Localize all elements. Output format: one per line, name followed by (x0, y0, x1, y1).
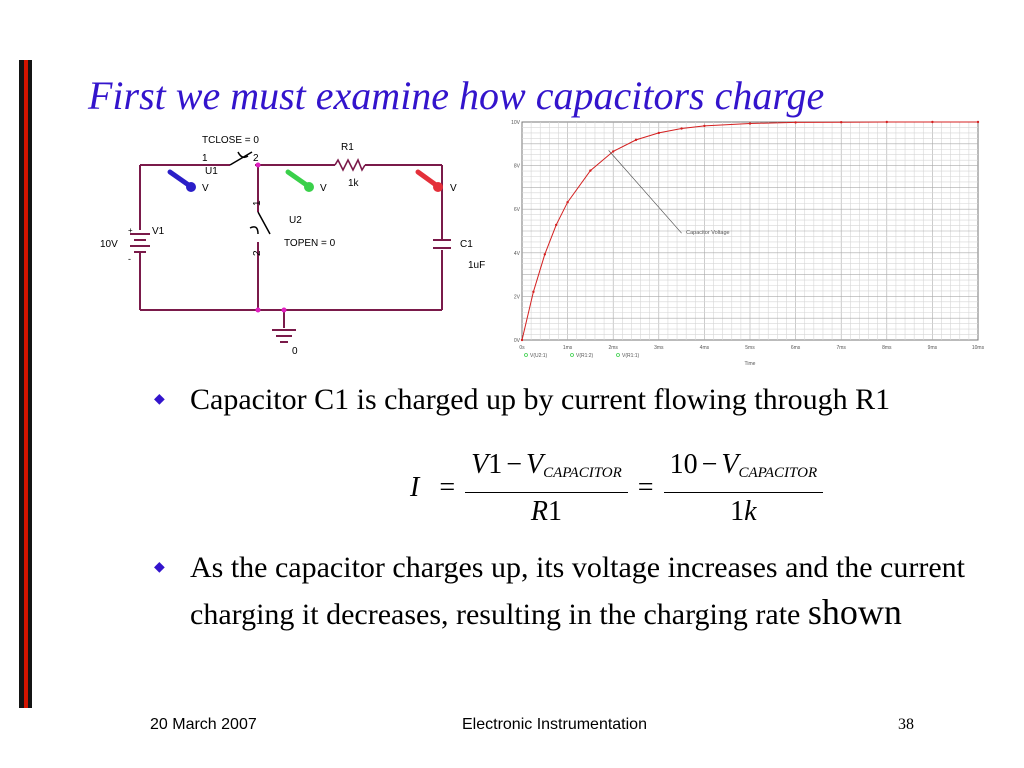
bullet-item (150, 546, 1024, 637)
legend-marker (525, 354, 528, 357)
y-tick-label: 0V (513, 338, 520, 344)
data-point (658, 132, 660, 134)
circuit-schematic (92, 130, 492, 366)
u2-pin1-label: 1 (252, 200, 263, 206)
resistor-r1 (335, 160, 365, 170)
v1-value: 10V (100, 239, 118, 250)
fraction-1-numerator: $V1 - V_{CAPACITOR}$ (465, 448, 628, 493)
c1-label: C1 (460, 239, 473, 250)
x-tick-label: 4ms (699, 345, 710, 351)
data-point (566, 201, 568, 203)
v1-label: V1 (152, 226, 165, 237)
data-point (840, 121, 842, 123)
data-point (635, 139, 637, 141)
fraction-2-denominator: 1k (730, 495, 757, 527)
data-point (703, 125, 705, 127)
eq-equals-2: = (637, 472, 654, 503)
legend-marker (617, 354, 620, 357)
x-tick-label: 7ms (836, 345, 846, 351)
y-tick-label: 6V (513, 207, 520, 214)
data-point (612, 150, 614, 152)
eq-equals: = (439, 472, 456, 503)
data-point (555, 224, 557, 226)
slide-title: First we must examine how capacitors charge (88, 73, 825, 118)
fraction-1 (465, 448, 628, 529)
data-point (589, 169, 591, 171)
switch-u2 (250, 212, 270, 234)
u2-label: U2 (289, 215, 302, 226)
ground-symbol (272, 330, 296, 342)
data-point (931, 121, 933, 123)
footer-date: 20 March 2007 (150, 716, 257, 733)
y-tick-label: 2V (513, 294, 520, 301)
legend-entry: V(R1:1) (622, 353, 640, 359)
u1-pin1-label: 1 (202, 153, 208, 164)
accent-bar (19, 60, 33, 708)
data-point (544, 253, 546, 255)
data-point (532, 291, 534, 293)
legend-entry: V(U2:1) (530, 353, 548, 359)
eq-lhs: I (410, 472, 420, 503)
annotation-label: Capacitor Voltage (686, 230, 730, 237)
data-point (886, 121, 888, 123)
footer-page-number: 38 (898, 716, 914, 733)
accent-stripe-dark-2 (28, 60, 32, 708)
probe-r1 (418, 172, 457, 194)
u2-pin2-label: 2 (252, 250, 263, 256)
u1-pin2-label: 2 (253, 153, 259, 164)
data-point (977, 121, 979, 123)
x-tick-label: 0s (519, 345, 525, 351)
probe-label: V (202, 183, 209, 194)
x-tick-label: 10ms (971, 345, 984, 351)
switch-u1 (230, 152, 252, 165)
probe-label: V (320, 183, 327, 194)
y-tick-label: 4V (513, 250, 520, 257)
v1-minus: - (128, 254, 131, 264)
data-point (794, 121, 796, 123)
bullet-diamond-icon: ◆ (154, 560, 165, 575)
bullet-text: Capacitor C1 is charged up by current flowing through R1 (190, 383, 891, 416)
node-dots (256, 163, 287, 313)
current-equation (410, 448, 823, 528)
capacitor-c1 (433, 240, 451, 248)
x-axis-label: Time (744, 361, 756, 367)
c1-value: 1uF (468, 260, 486, 271)
battery-v1 (130, 234, 150, 270)
x-tick-label: 5ms (745, 345, 755, 351)
v1-plus: + (128, 226, 133, 235)
r1-value: 1k (348, 178, 359, 189)
fraction-2-numerator: $10 - V_{CAPACITOR}$ (664, 448, 824, 493)
topen-label: TOPEN = 0 (284, 238, 336, 249)
probe-v1 (170, 172, 209, 194)
bullet-diamond-icon: ◆ (154, 392, 165, 407)
fraction-1-denominator: R1 (530, 495, 562, 527)
fraction-2 (664, 448, 824, 529)
r1-label: R1 (341, 142, 354, 153)
probe-u2 (288, 172, 327, 194)
x-tick-label: 9ms (927, 345, 938, 351)
x-tick-label: 6ms (790, 345, 801, 351)
legend-entry: V(R1:2) (576, 353, 594, 359)
x-tick-label: 1ms (562, 345, 573, 351)
bullet-text-tail: shown (807, 592, 902, 632)
x-tick-label: 3ms (654, 345, 664, 351)
ground-label: 0 (292, 346, 298, 357)
footer-course: Electronic Instrumentation (462, 716, 647, 733)
bullet-text: As the capacitor charges up, its voltage increases and the current charging it decreases, resulting in the charging rate (190, 551, 965, 631)
bullet-item (150, 378, 990, 422)
probe-label: V (450, 183, 457, 194)
y-tick-label: 10V (511, 120, 520, 126)
data-point (749, 122, 751, 124)
y-tick-label: 8V (513, 163, 520, 170)
charging-plot (508, 116, 984, 372)
legend-marker (571, 354, 574, 357)
x-tick-label: 8ms (882, 345, 892, 351)
data-point (521, 339, 523, 341)
u1-label: U1 (205, 166, 218, 177)
x-tick-label: 2ms (608, 345, 618, 351)
data-point (680, 127, 682, 129)
tclose-label: TCLOSE = 0 (202, 135, 259, 146)
